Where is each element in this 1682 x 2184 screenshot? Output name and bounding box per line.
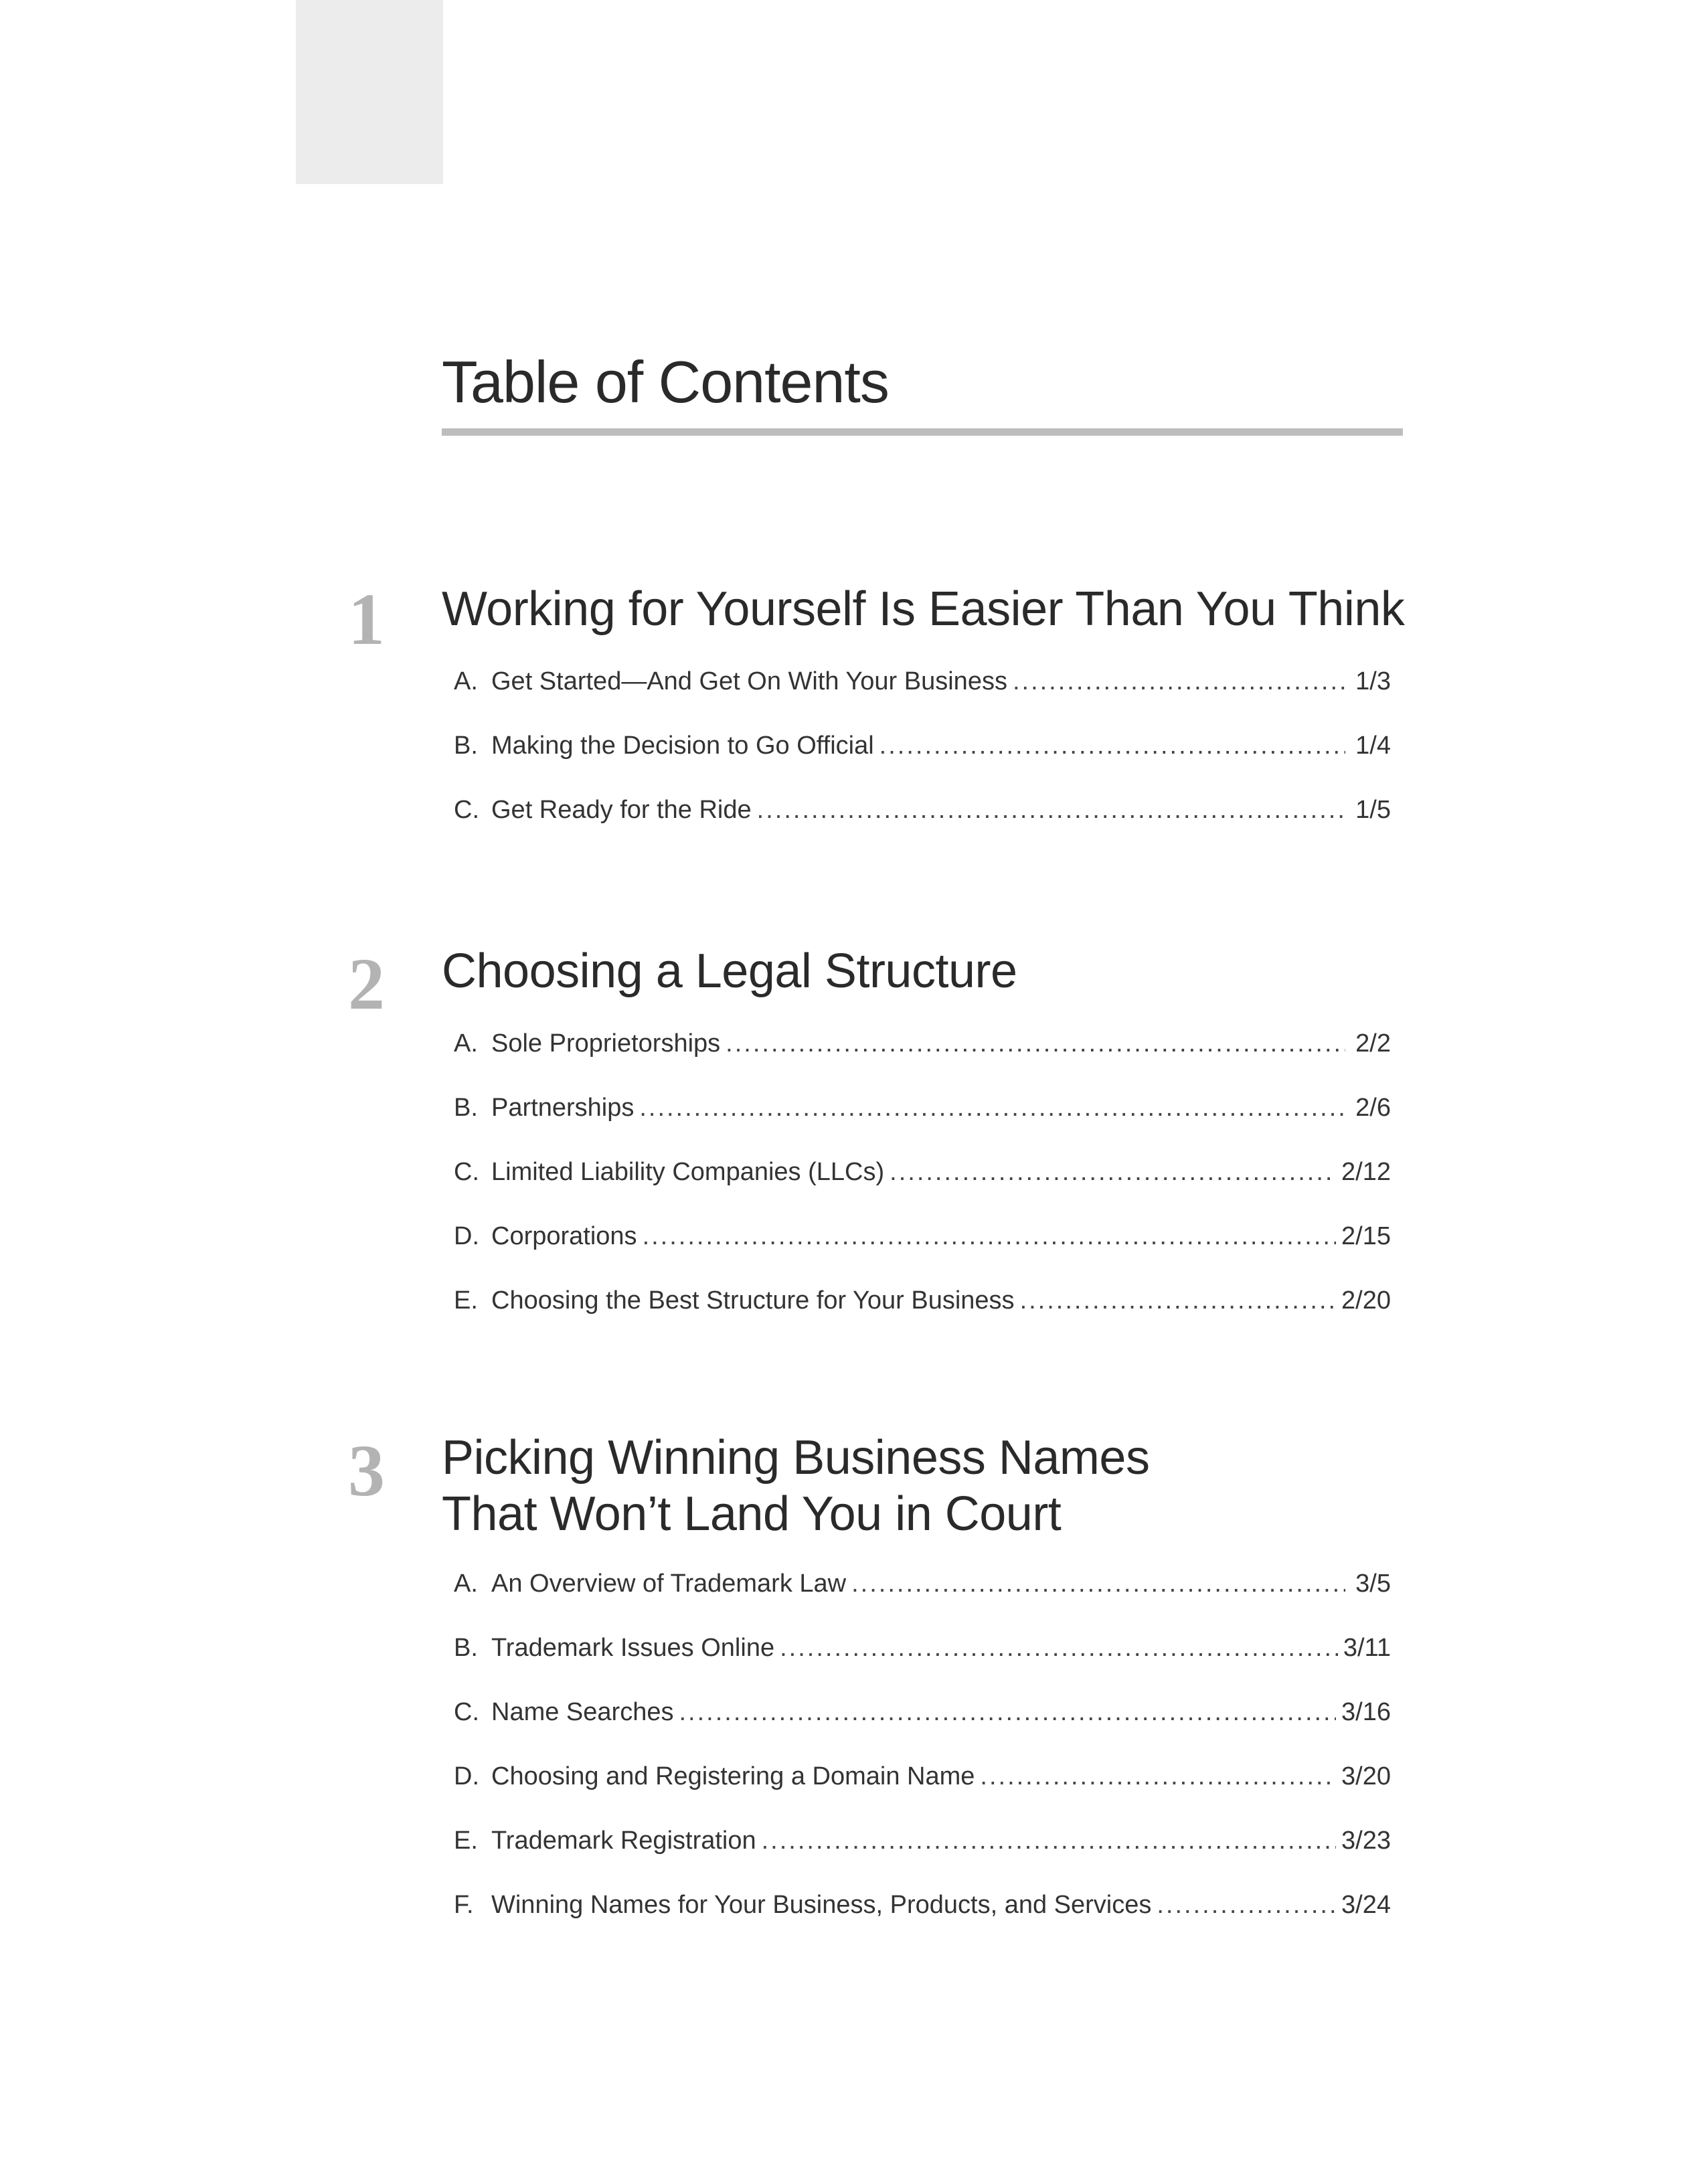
chapter-title-line: That Won’t Land You in Court [442,1487,1062,1541]
dot-leader [762,1826,1336,1855]
chapter-number: 1 [348,578,385,660]
entry-page: 1/4 [1355,732,1391,760]
entry-label: Get Ready for the Ride [491,796,752,824]
toc-entry[interactable] [454,1697,1391,1762]
toc-entry[interactable] [454,1762,1391,1826]
chapter-title-line: Working for Yourself Is Easier Than You Think [442,582,1405,636]
entry-label: Get Started—And Get On With Your Business [491,667,1007,695]
entry-label: Corporations [491,1222,637,1250]
entry-letter: C. [454,1158,479,1186]
toc-entry[interactable] [454,1222,1391,1286]
toc-entry[interactable] [454,667,1391,731]
dot-leader [643,1222,1336,1251]
dot-leader [1157,1890,1336,1920]
toc-entry[interactable] [454,1157,1391,1222]
toc-list [454,1569,1391,1954]
entry-page: 2/12 [1341,1158,1391,1186]
toc-entry[interactable] [454,1826,1391,1890]
entry-label: Partnerships [491,1094,635,1122]
dot-leader [1013,667,1345,696]
entry-page: 2/20 [1341,1286,1391,1315]
entry-page: 1/5 [1355,796,1391,824]
chapter-title [442,1430,1149,1542]
entry-page: 1/3 [1355,667,1391,695]
entry-letter: F. [454,1891,474,1919]
chapter-number: 3 [348,1430,385,1511]
entry-page: 2/15 [1341,1222,1391,1250]
entry-letter: C. [454,796,479,824]
entry-letter: C. [454,1698,479,1726]
entry-page: 3/24 [1341,1891,1391,1919]
entry-page: 3/16 [1341,1698,1391,1726]
dot-leader [851,1569,1345,1598]
page-title: Table of Contents [442,349,889,415]
entry-label: Making the Decision to Go Official [491,732,874,760]
dot-leader [1020,1286,1336,1315]
entry-label: Choosing and Registering a Domain Name [491,1762,975,1790]
dot-leader [757,795,1345,825]
entry-letter: D. [454,1762,479,1790]
toc-list [454,667,1391,859]
entry-label: Winning Names for Your Business, Products, and Services [491,1891,1152,1919]
toc-entry[interactable] [454,1286,1391,1350]
toc-list [454,1029,1391,1350]
entry-letter: A. [454,1029,478,1058]
dot-leader [679,1697,1336,1727]
dot-leader [780,1633,1338,1663]
entry-page: 3/11 [1343,1634,1391,1662]
dot-leader [890,1157,1336,1187]
entry-label: Limited Liability Companies (LLCs) [491,1158,885,1186]
title-divider [442,428,1403,436]
entry-letter: E. [454,1286,478,1315]
toc-entry[interactable] [454,1569,1391,1633]
chapter-number: 2 [348,943,385,1025]
entry-page: 3/23 [1341,1827,1391,1855]
dot-leader [879,731,1345,760]
entry-label: Trademark Issues Online [491,1634,775,1662]
entry-letter: B. [454,1094,478,1122]
dot-leader [980,1762,1336,1791]
toc-entry[interactable] [454,1029,1391,1093]
dot-leader [639,1093,1345,1122]
entry-label: An Overview of Trademark Law [491,1570,847,1598]
entry-letter: B. [454,732,478,760]
entry-label: Choosing the Best Structure for Your Business [491,1286,1015,1315]
entry-page: 3/5 [1355,1570,1391,1598]
entry-page: 3/20 [1341,1762,1391,1790]
chapter-title-line: Picking Winning Business Names [442,1431,1150,1485]
entry-letter: A. [454,1570,478,1598]
dot-leader [726,1029,1345,1058]
entry-label: Trademark Registration [491,1827,756,1855]
entry-label: Sole Proprietorships [491,1029,721,1058]
toc-entry[interactable] [454,1633,1391,1697]
entry-letter: A. [454,667,478,695]
toc-entry[interactable] [454,1890,1391,1954]
entry-letter: E. [454,1827,478,1855]
entry-label: Name Searches [491,1698,674,1726]
chapter-title [442,943,1017,999]
toc-entry[interactable] [454,795,1391,859]
chapter-tab-decoration [296,0,443,184]
toc-entry[interactable] [454,731,1391,795]
chapter-title [442,581,1404,637]
entry-letter: D. [454,1222,479,1250]
toc-entry[interactable] [454,1093,1391,1157]
entry-page: 2/6 [1355,1094,1391,1122]
entry-page: 2/2 [1355,1029,1391,1058]
entry-letter: B. [454,1634,478,1662]
chapter-title-line: Choosing a Legal Structure [442,944,1017,998]
